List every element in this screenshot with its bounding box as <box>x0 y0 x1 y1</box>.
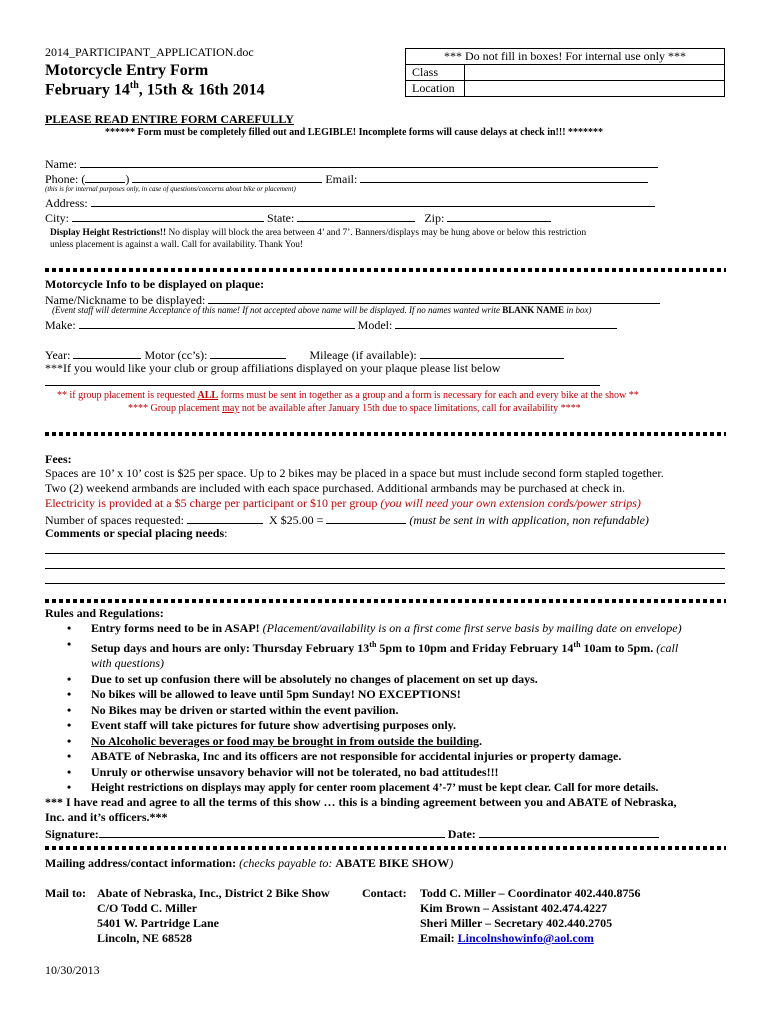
divider-4 <box>45 846 726 850</box>
spaces-requested-field[interactable] <box>187 511 263 524</box>
mailing-title: Mailing address/contact information: (checks payable to: ABATE BIKE SHOW) <box>45 856 454 870</box>
email-link[interactable]: Lincolnshowinfo@aol.com <box>457 931 594 945</box>
email-field[interactable] <box>360 170 648 183</box>
year-field[interactable] <box>73 346 141 359</box>
group-note-2: **** Group placement may not be available after January 15th due to space limitations, call for availability **** <box>128 403 581 414</box>
mileage-field[interactable] <box>420 346 564 359</box>
year-motor-mileage-row: Year: Motor (cc’s): Mileage (if available): <box>45 346 564 363</box>
comments-label: Comments or special placing needs: <box>45 526 228 540</box>
nickname-row: Name/Nickname to be displayed: <box>45 291 660 308</box>
footer-date: 10/30/2013 <box>45 963 100 977</box>
phone-email-row: Phone: ( ) Email: <box>45 170 648 187</box>
rule-1: • Entry forms need to be in ASAP! (Placement/availability is on a first come first serve basis by mailing date on envelope) <box>91 621 731 637</box>
mail-address: Abate of Nebraska, Inc., District 2 Bike Show C/O Todd C. Miller 5401 W. Partridge Lane Lincoln, NE 68528 <box>97 886 330 945</box>
name-row: Name: <box>45 155 658 172</box>
read-carefully: PLEASE READ ENTIRE FORM CAREFULLY <box>45 112 294 126</box>
rule-7: • No Alcoholic beverages or food may be brought in from outside the building. <box>91 734 731 750</box>
internal-use-box <box>405 48 725 97</box>
moto-title: Motorcycle Info to be displayed on plaque: <box>45 277 265 291</box>
rule-2: • Setup days and hours are only: Thursday February 13th 5pm to 10pm and Friday February 14th 10am to 5pm. (call with questions) <box>91 637 731 672</box>
class-label: Class <box>406 65 465 81</box>
agreement-2: Inc. and it’s officers.*** <box>45 810 168 824</box>
acceptance-note: (Event staff will determine Acceptance of this name! If not accepted above name will be displayed. If no names wanted write BLANK NAME in box) <box>52 305 592 315</box>
total-field[interactable] <box>326 511 406 524</box>
location-cell <box>465 81 725 97</box>
fees-electricity: Electricity is provided at a $5 charge per participant or $10 per group (you will need your own extension cords/power strips) <box>45 496 641 510</box>
contact-assistant: Kim Brown – Assistant 402.474.4227 <box>420 901 608 915</box>
contact-label: Contact: <box>362 886 407 900</box>
divider-1 <box>45 268 726 272</box>
form-title: Motorcycle Entry Form <box>45 62 209 79</box>
filename: 2014_PARTICIPANT_APPLICATION.doc <box>45 45 254 59</box>
internal-box-header: *** Do not fill in boxes! For internal use only *** <box>406 49 725 65</box>
model-field[interactable] <box>395 316 617 329</box>
divider-2 <box>45 432 726 436</box>
mail-to-label: Mail to: <box>45 886 86 900</box>
contact-list: Todd C. Miller – Coordinator 402.440.8756 Kim Brown – Assistant 402.474.4227 Sheri Miller – Secretary 402.440.2705 Email: Lincolnshowinfo@aol.com <box>420 886 641 945</box>
fees-armbands: Two (2) weekend armbands are included with each space purchased. Additional armbands may be purchased at check in. <box>45 481 625 495</box>
agreement-1: *** I have read and agree to all the terms of this show … this is a binding agreement between you and ABATE of Nebraska, <box>45 795 677 809</box>
zip-field[interactable] <box>447 209 551 222</box>
rule-3: • Due to set up confusion there will be absolutely no changes of placement on set up days. <box>91 672 731 688</box>
rules-title: Rules and Regulations: <box>45 606 164 620</box>
motor-field[interactable] <box>210 346 286 359</box>
phone-field[interactable] <box>132 170 322 183</box>
address-field[interactable] <box>91 194 655 207</box>
class-cell <box>465 65 725 81</box>
comments-line-3[interactable] <box>45 583 725 584</box>
nickname-field[interactable] <box>208 291 660 304</box>
phone-area-field[interactable] <box>85 170 125 183</box>
contact-coordinator: Todd C. Miller – Coordinator 402.440.8756 <box>420 886 641 900</box>
rules-list <box>91 621 731 796</box>
location-label: Location <box>406 81 465 97</box>
rule-6: • Event staff will take pictures for future show advertising purposes only. <box>91 718 731 734</box>
group-note-1: ** if group placement is requested ALL forms must be sent in together as a group and a form is necessary for each and every bike at the show ** <box>57 390 639 401</box>
city-field[interactable] <box>72 209 264 222</box>
fees-spaces: Spaces are 10’ x 10’ cost is $25 per space. Up to 2 bikes may be placed in a space but must include second form stapled together. <box>45 466 664 480</box>
signature-field[interactable] <box>99 825 445 838</box>
rule-9: • Unruly or otherwise unsavory behavior will not be tolerated, no bad attitudes!!! <box>91 765 731 781</box>
address-row: Address: <box>45 194 655 211</box>
club-note: ***If you would like your club or group affiliations displayed on your plaque please list below <box>45 361 501 375</box>
spaces-requested-row: Number of spaces requested: X $25.00 = (must be sent in with application, non refundable) <box>45 513 649 527</box>
make-model-row: Make: Model: <box>45 316 617 333</box>
signature-row: Signature: Date: <box>45 825 659 842</box>
divider-3 <box>45 599 726 603</box>
fees-title: Fees: <box>45 452 72 466</box>
rule-4: • No bikes will be allowed to leave until 5pm Sunday! NO EXCEPTIONS! <box>91 687 731 703</box>
rule-5: • No Bikes may be driven or started within the event pavilion. <box>91 703 731 719</box>
state-field[interactable] <box>297 209 415 222</box>
legible-warning: ****** Form must be completely filled out and LEGIBLE! Incomplete forms will cause delays at check in!!! ******* <box>105 127 604 138</box>
rule-10: • Height restrictions on displays may apply for center room placement 4’-7’ must be kept clear. Call for more details. <box>91 780 731 796</box>
date-field[interactable] <box>479 825 659 838</box>
city-state-zip-row: City: State: Zip: <box>45 209 551 226</box>
contact-secretary: Sheri Miller – Secretary 402.440.2705 <box>420 916 613 930</box>
height-restriction: Display Height Restrictions!! No display will block the area between 4’ and 7’. Banners/displays may be hung above or below this restriction <box>50 228 587 238</box>
height-restriction-2: unless placement is against a wall. Call for availability. Thank You! <box>50 240 304 250</box>
name-field[interactable] <box>80 155 658 168</box>
internal-purposes-note: (this is for internal purposes only, in case of questions/concerns about bike or placement) <box>45 185 296 193</box>
event-dates: February 14th, 15th & 16th 2014 <box>45 80 265 99</box>
make-field[interactable] <box>79 316 355 329</box>
comments-line-1[interactable] <box>45 553 725 554</box>
rule-8: • ABATE of Nebraska, Inc and its officers are not responsible for accidental injuries or property damage. <box>91 749 731 765</box>
club-field[interactable] <box>45 385 600 386</box>
comments-line-2[interactable] <box>45 568 725 569</box>
